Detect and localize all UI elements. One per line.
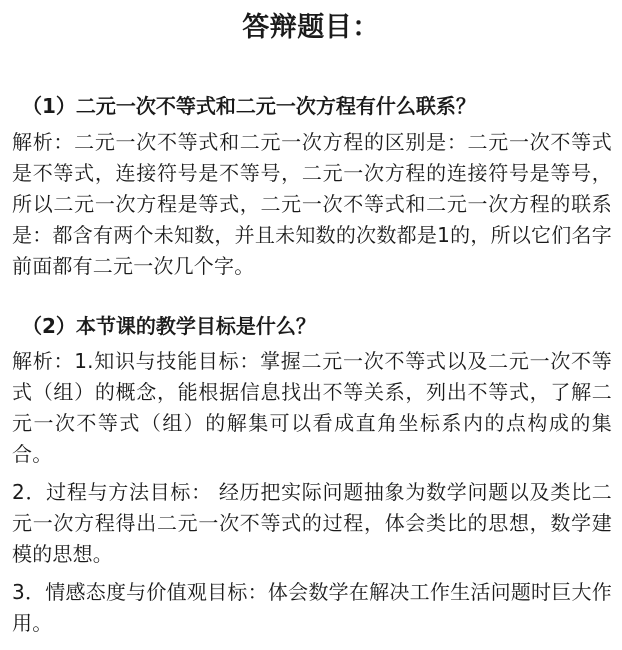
question-2-answer (12, 346, 612, 639)
answer-paragraph: 3．情感态度与价值观目标：体会数学在解决工作生活问题时巨大作用。 (12, 580, 612, 635)
question-2-heading: （2）本节课的教学目标是什么？ (22, 314, 316, 338)
question-2 (12, 312, 612, 340)
page-title: 答辩题目： (242, 12, 380, 43)
question-1-answer (12, 127, 612, 282)
answer-paragraph: 解析：二元一次不等式和二元一次方程的区别是：二元一次不等式是不等式，连接符号是不等号，二元一次方程的连接符号是等号，所以二元一次方程是等式，二元一次不等式和二元一次方程的联系是：都含有两个未知数，并且未知数的次数都是1的，所以它们名字前面都有二元一次几个字。 (12, 130, 612, 278)
answer-paragraph: 2．过程与方法目标： 经历把实际问题抽象为数学问题以及类比二元一次方程得出二元一次不等式的过程，体会类比的思想，数学建模的思想。 (12, 480, 612, 566)
question-1 (12, 92, 612, 120)
question-1-heading: （1）二元一次不等式和二元一次方程有什么联系？ (22, 94, 476, 118)
answer-paragraph: 解析：1.知识与技能目标：掌握二元一次不等式以及二元一次不等式（组）的概念，能根据信息找出不等关系，列出不等式，了解二元一次不等式（组）的解集可以看成直角坐标系内的点构成的集合。 (12, 349, 612, 466)
